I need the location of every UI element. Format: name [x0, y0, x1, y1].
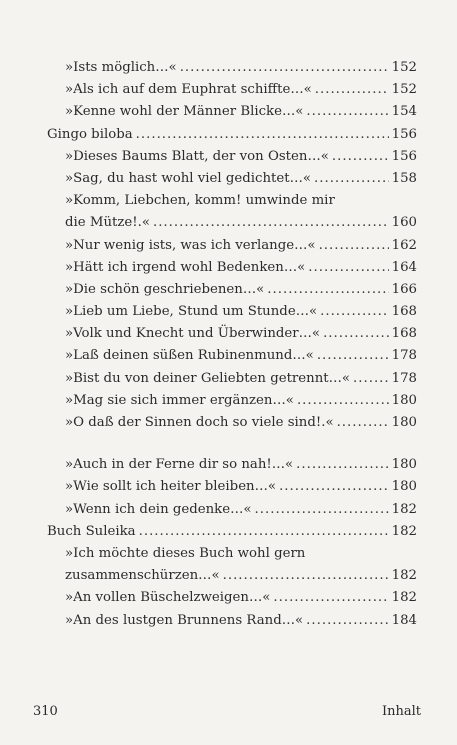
toc-entry: [47, 124, 417, 146]
toc-entry: [47, 412, 417, 434]
dot-leader: [153, 212, 389, 234]
dot-leader: [317, 345, 389, 367]
toc-entry-title: »Die schön geschriebenen…«: [65, 281, 265, 297]
toc-entry-page: 158: [391, 170, 417, 186]
toc-entry-title: »Auch in der Ferne dir so nah!…«: [65, 457, 294, 473]
toc-entry-page: 178: [391, 370, 417, 386]
dot-leader: [180, 57, 389, 79]
dot-leader: [353, 368, 389, 390]
dot-leader: [308, 257, 388, 279]
running-head: Inhalt: [382, 704, 422, 719]
toc-entry-page: 162: [391, 237, 417, 253]
toc-entry-page: 180: [391, 415, 417, 430]
dot-leader: [306, 610, 388, 632]
dot-leader: [323, 323, 389, 345]
toc-entry: [47, 587, 417, 609]
toc-entry: [47, 257, 417, 279]
toc-entry-page: 152: [391, 82, 417, 98]
toc-entry: [47, 168, 417, 190]
dot-leader: [267, 279, 388, 301]
toc-entry-title: »Ich möchte dieses Buch wohl gern: [65, 545, 306, 561]
dot-leader: [332, 146, 389, 168]
dot-leader: [315, 79, 389, 101]
toc-entry: [47, 190, 417, 212]
toc-entry-title: »Sag, du hast wohl viel gedichtet…«: [65, 170, 312, 186]
toc-entry-title: »Nur wenig ists, was ich verlange…«: [65, 237, 316, 253]
toc-entry-page: 178: [391, 348, 417, 364]
toc-entry: [47, 301, 417, 323]
toc-entry-title: »Wenn ich dein gedenke…«: [65, 501, 252, 517]
toc-entry-title: Gingo biloba: [47, 126, 133, 142]
dot-leader: [296, 454, 388, 476]
dot-leader: [306, 101, 388, 123]
toc-entry-title: »Volk und Knecht und Überwinder…«: [65, 326, 321, 342]
toc-entry-title: zusammenschürzen…«: [65, 568, 220, 584]
dot-leader: [297, 390, 389, 412]
dot-leader: [279, 476, 389, 498]
toc-entry-title: »Kenne wohl der Männer Blicke…«: [65, 104, 304, 120]
toc-entry: [47, 279, 417, 301]
toc-entry-page: 182: [391, 590, 417, 606]
toc-entry-title: »Dieses Baums Blatt, der von Osten…«: [65, 148, 329, 164]
toc-entry: [47, 543, 417, 565]
toc-entry: [47, 499, 417, 521]
dot-leader: [320, 301, 388, 323]
toc-entry: [47, 212, 417, 234]
dot-leader: [319, 235, 389, 257]
toc-entry: [47, 521, 417, 543]
toc-entry-page: 154: [391, 104, 417, 120]
toc-entry-page: 156: [391, 148, 417, 164]
dot-leader: [273, 587, 388, 609]
page-number: 310: [33, 704, 58, 719]
toc-entry: [47, 476, 417, 498]
toc-entry-title: »Hätt ich irgend wohl Bedenken…«: [65, 259, 306, 275]
toc-entry-title: »Als ich auf dem Euphrat schiffte…«: [65, 82, 312, 98]
toc-entry-title: »An des lustgen Brunnens Rand…«: [65, 612, 304, 628]
dot-leader: [314, 168, 389, 190]
toc-entry-page: 182: [391, 568, 417, 584]
toc-entry: [47, 101, 417, 123]
toc-entry-page: 184: [391, 612, 417, 628]
dot-leader: [139, 521, 389, 543]
toc-entry: [47, 345, 417, 367]
toc-entry-title: Buch Suleika: [47, 523, 136, 539]
toc-entry-page: 156: [391, 126, 417, 142]
toc-entry: [47, 235, 417, 257]
toc-entry: [47, 323, 417, 345]
dot-leader: [136, 124, 389, 146]
toc-entry-page: 182: [391, 523, 417, 539]
toc-entry-page: 166: [391, 281, 417, 297]
toc-entry-title: »Ists möglich…«: [65, 60, 177, 75]
toc-entry: [47, 57, 417, 79]
toc-entry-title: »O daß der Sinnen doch so viele sind!.«: [65, 415, 334, 430]
toc-entry-title: »Bist du von deiner Geliebten getrennt…«: [65, 370, 351, 386]
toc-entry-title: »Lieb um Liebe, Stund um Stunde…«: [65, 304, 318, 320]
toc-entry: [47, 79, 417, 101]
toc-entry-title: »An vollen Büschelzweigen…«: [65, 590, 271, 606]
toc-entry-title: »Mag sie sich immer ergänzen…«: [65, 392, 294, 408]
dot-leader: [337, 412, 389, 434]
toc-entry: [47, 565, 417, 587]
toc-entry: [47, 390, 417, 412]
toc-entry: [47, 368, 417, 390]
toc-entry-page: 180: [391, 392, 417, 408]
toc-entry-page: 160: [391, 215, 417, 231]
toc-entry: [47, 610, 417, 632]
toc-entry-page: 180: [391, 479, 417, 495]
dot-leader: [223, 565, 389, 587]
dot-leader: [255, 499, 389, 521]
toc-entry-page: 152: [391, 60, 417, 75]
toc-entry-page: 164: [391, 259, 417, 275]
toc-entry-page: 168: [391, 304, 417, 320]
toc-entry-title: »Laß deinen süßen Rubinenmund…«: [65, 348, 314, 364]
toc-entry: [47, 454, 417, 476]
toc-entry-page: 168: [391, 326, 417, 342]
table-of-contents: [47, 57, 417, 632]
toc-entry-title: »Wie sollt ich heiter bleiben…«: [65, 479, 277, 495]
toc-entry-title: die Mütze!.«: [65, 215, 150, 231]
toc-entry-title: »Komm, Liebchen, komm! umwinde mir: [65, 193, 335, 209]
toc-entry: [47, 146, 417, 168]
toc-entry-page: 180: [391, 457, 417, 473]
toc-entry-page: 182: [391, 501, 417, 517]
